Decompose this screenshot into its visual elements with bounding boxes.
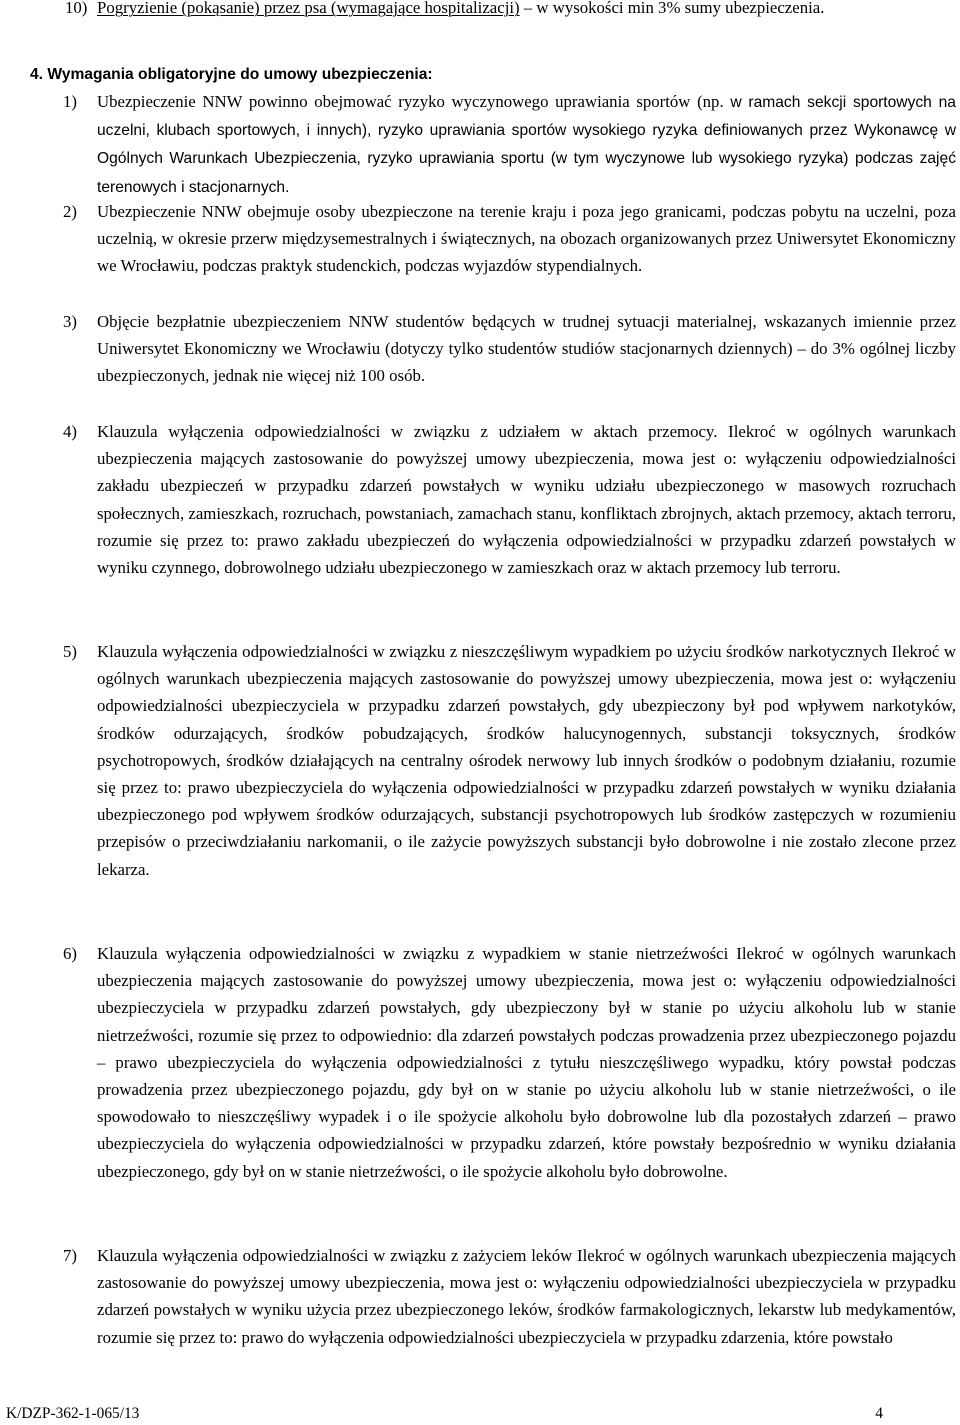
list-text-rest: – w wysokości min 3% sumy ubezpieczenia. (519, 0, 825, 17)
footer-page-number: 4 (875, 1405, 883, 1422)
list-number: 1) (63, 92, 77, 111)
list-text-serif: Ubezpieczenie NNW powinno obejmować ryzyko wyczynowego uprawiania sportów (np. (97, 92, 731, 111)
list-text (97, 88, 956, 201)
underlined-text: Pogryzienie (pokąsanie) przez psa (wymagające hospitalizacji) (97, 0, 520, 17)
list-item-7 (63, 1242, 956, 1351)
list-number: 3) (63, 312, 77, 331)
list-item-5 (63, 638, 956, 883)
list-number: 7) (63, 1246, 77, 1265)
list-item-1 (63, 88, 956, 201)
list-item-10 (63, 0, 956, 21)
list-text (97, 0, 956, 21)
list-item-2 (63, 198, 956, 280)
list-text: Klauzula wyłączenia odpowiedzialności w związku z udziałem w aktach przemocy. Ilekroć w ogólnych warunkach ubezpieczenia mających zastosowanie do powyższej umowy ubezpieczenia, mowa jest o: wyłączeniu odpowiedzialności zakładu ubezpieczeń w przypadku zdarzeń powstałych w wyniku udziału ubezpieczonego w masowych rozruchach społecznych, zamieszkach, rozruchach, powstaniach, zamachach stanu, konfliktach zbrojnych, aktach przemocy, aktach terroru, rozumie się przez to: prawo zakładu ubezpieczeń do wyłączenia odpowiedzialności w przypadku zdarzeń powstałych w wyniku czynnego, dobrowolnego udziału ubezpieczonego w zamieszkach oraz w aktach przemocy lub terroru. (97, 422, 956, 578)
list-item-3 (63, 308, 956, 390)
list-number: 2) (63, 202, 77, 221)
list-text: Klauzula wyłączenia odpowiedzialności w związku z zażyciem leków Ilekroć w ogólnych warunkach ubezpieczenia mających zastosowanie do powyższej umowy ubezpieczenia, mowa jest o: wyłączeniu odpowiedzialności ubezpieczyciela w przypadku zdarzeń powstałych w wyniku użycia przez ubezpieczonego leków, środków farmakologicznych, lekarstw lub medykamentów, rozumie się przez to: prawo do wyłączenia odpowiedzialności ubezpieczyciela w przypadku zdarzenia, które powstało (97, 1246, 956, 1347)
footer-document-id: K/DZP-362-1-065/13 (6, 1405, 140, 1422)
list-text: Objęcie bezpłatnie ubezpieczeniem NNW studentów będących w trudnej sytuacji materialnej, wskazanych imiennie przez Uniwersytet Ekonomiczny we Wrocławiu (dotyczy tylko studentów studiów stacjonarnych dziennych) – do 3% ogólnej liczby ubezpieczonych, jednak nie więcej niż 100 osób. (97, 312, 956, 386)
list-number: 4) (63, 422, 77, 441)
list-number: 6) (63, 944, 77, 963)
list-text: Ubezpieczenie NNW obejmuje osoby ubezpieczone na terenie kraju i poza jego granicami, podczas pobytu na uczelni, poza uczelnią, w okresie przerw międzysemestralnych i świątecznych, na obozach organizowanych przez Uniwersytet Ekonomiczny we Wrocławiu, podczas praktyk studenckich, podczas wyjazdów stypendialnych. (97, 202, 956, 276)
section-heading: 4. Wymagania obligatoryjne do umowy ubezpieczenia: (30, 66, 433, 83)
list-text: Klauzula wyłączenia odpowiedzialności w związku z wypadkiem w stanie nietrzeźwości Ilekroć w ogólnych warunkach ubezpieczenia mających zastosowanie do powyższej umowy ubezpieczenia, mowa jest o: wyłączeniu odpowiedzialności ubezpieczyciela w przypadku zdarzeń powstałych, gdy ubezpieczony był w stanie po użyciu alkoholu lub w stanie nietrzeźwości, rozumie się przez to odpowiednio: dla zdarzeń powstałych podczas prowadzenia przez ubezpieczonego pojazdu – prawo ubezpieczyciela do wyłączenia odpowiedzialności z tytułu nieszczęśliwego wypadku, który powstał podczas prowadzenia przez ubezpieczonego pojazdu, gdy był on w stanie po użyciu alkoholu lub w stanie nietrzeźwości, o ile spowodowało to nieszczęśliwy wypadek i o ile spożycie alkoholu było dobrowolne lub dla pozostałych zdarzeń – prawo ubezpieczyciela do wyłączenia odpowiedzialności w przypadku zdarzeń, które powstały bezpośrednio w wyniku działania ubezpieczonego, gdy był on w stanie nietrzeźwości, o ile spożycie alkoholu było dobrowolne. (97, 944, 956, 1181)
list-item-4 (63, 418, 956, 581)
list-number: 5) (63, 642, 77, 661)
list-text-sans: w ramach sekcji sportowych na uczelni, klubach sportowych, i innych), ryzyko uprawiania sportów wysokiego ryzyka definiowanych przez Wykonawcę w Ogólnych Warunkach Ubezpieczenia, ryzyko uprawiania sportu (w tym wyczynowe lub wysokiego ryzyka) podczas zajęć terenowych i stacjonarnych. (97, 94, 956, 196)
list-text: Klauzula wyłączenia odpowiedzialności w związku z nieszczęśliwym wypadkiem po użyciu środków narkotycznych Ilekroć w ogólnych warunkach ubezpieczenia mających zastosowanie do powyższej umowy ubezpieczenia, mowa jest o: wyłączeniu odpowiedzialności ubezpieczyciela w przypadku zdarzeń powstałych, gdy ubezpieczony był pod wpływem narkotyków, środków odurzających, środków pobudzających, środków halucynogennych, substancji toksycznych, środków psychotropowych, środków działających na centralny ośrodek nerwowy lub innych środków o podobnym działaniu, rozumie się przez to: prawo ubezpieczyciela do wyłączenia odpowiedzialności w przypadku zdarzeń powstałych w wyniku działania ubezpieczonego pod wpływem środków odurzających, substancji psychotropowych lub środków zastępczych w rozumieniu przepisów o przeciwdziałaniu narkomanii, o ile zażycie powyższych substancji było dobrowolne i nie zostało zlecone przez lekarza. (97, 642, 956, 879)
list-number: 10) (65, 0, 88, 17)
list-item-6 (63, 940, 956, 1185)
